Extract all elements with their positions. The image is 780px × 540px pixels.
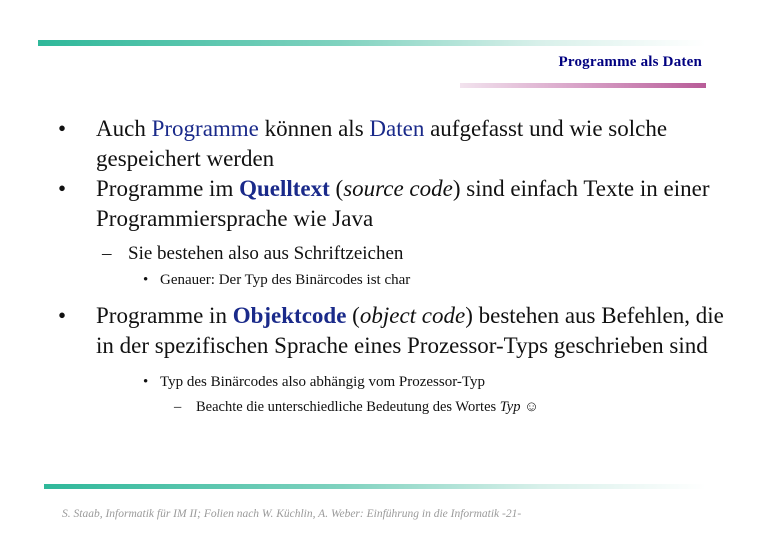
- slide-content: [0, 114, 780, 418]
- term-source-code: source code: [343, 176, 453, 201]
- bullet-source-code: • Programme im Quelltext (source code) sind einfach Texte in einer Programmiersprache wie Java: [58, 176, 710, 231]
- bullet-marker: •: [58, 116, 67, 141]
- term-objektcode: Objektcode: [232, 303, 347, 328]
- subsub-bullet-char-type: • Genauer: Der Typ des Binärcodes ist char: [160, 269, 780, 291]
- bullet-programs-as-data: • Auch Programme können als Daten aufgefasst und wie solche gespeichert werden: [58, 116, 668, 171]
- top-divider-bar: [38, 40, 706, 46]
- term-programme: Programme: [151, 116, 259, 141]
- slide-title: Programme als Daten: [558, 54, 702, 70]
- bullet-marker: •: [58, 176, 67, 201]
- subsubsub-bullet-word-meaning: – Beachte die unterschiedliche Bedeutung des Wortes Typ ☺: [196, 396, 780, 418]
- bullet-marker: •: [143, 272, 149, 288]
- bullet-marker: •: [143, 374, 149, 390]
- footer-citation: S. Staab, Informatik für IM II; Folien nach W. Küchlin, A. Weber: Einführung in die Informatik -21-: [62, 508, 522, 520]
- smiley-icon: ☺: [524, 399, 539, 415]
- sub-bullet-marker: –: [102, 243, 112, 264]
- sub-bullet-marker: –: [174, 399, 182, 415]
- bullet-object-code: • Programme in Objektcode (object code) bestehen aus Befehlen, die in der spezifischen Sprache eines Prozessor-Typs geschrieben sind: [58, 303, 724, 358]
- bottom-divider-bar: [44, 484, 706, 489]
- term-typ: Typ: [499, 399, 521, 415]
- sub-bullet-characters: – Sie bestehen also aus Schriftzeichen: [102, 243, 404, 264]
- term-quelltext: Quelltext: [239, 176, 330, 201]
- subsub-bullet-processor-type: • Typ des Binärcodes also abhängig vom Prozessor-Typ: [160, 371, 780, 393]
- term-object-code: object code: [359, 303, 466, 328]
- bullet-marker: •: [58, 303, 67, 328]
- term-daten: Daten: [369, 116, 425, 141]
- title-accent-bar: [460, 83, 706, 88]
